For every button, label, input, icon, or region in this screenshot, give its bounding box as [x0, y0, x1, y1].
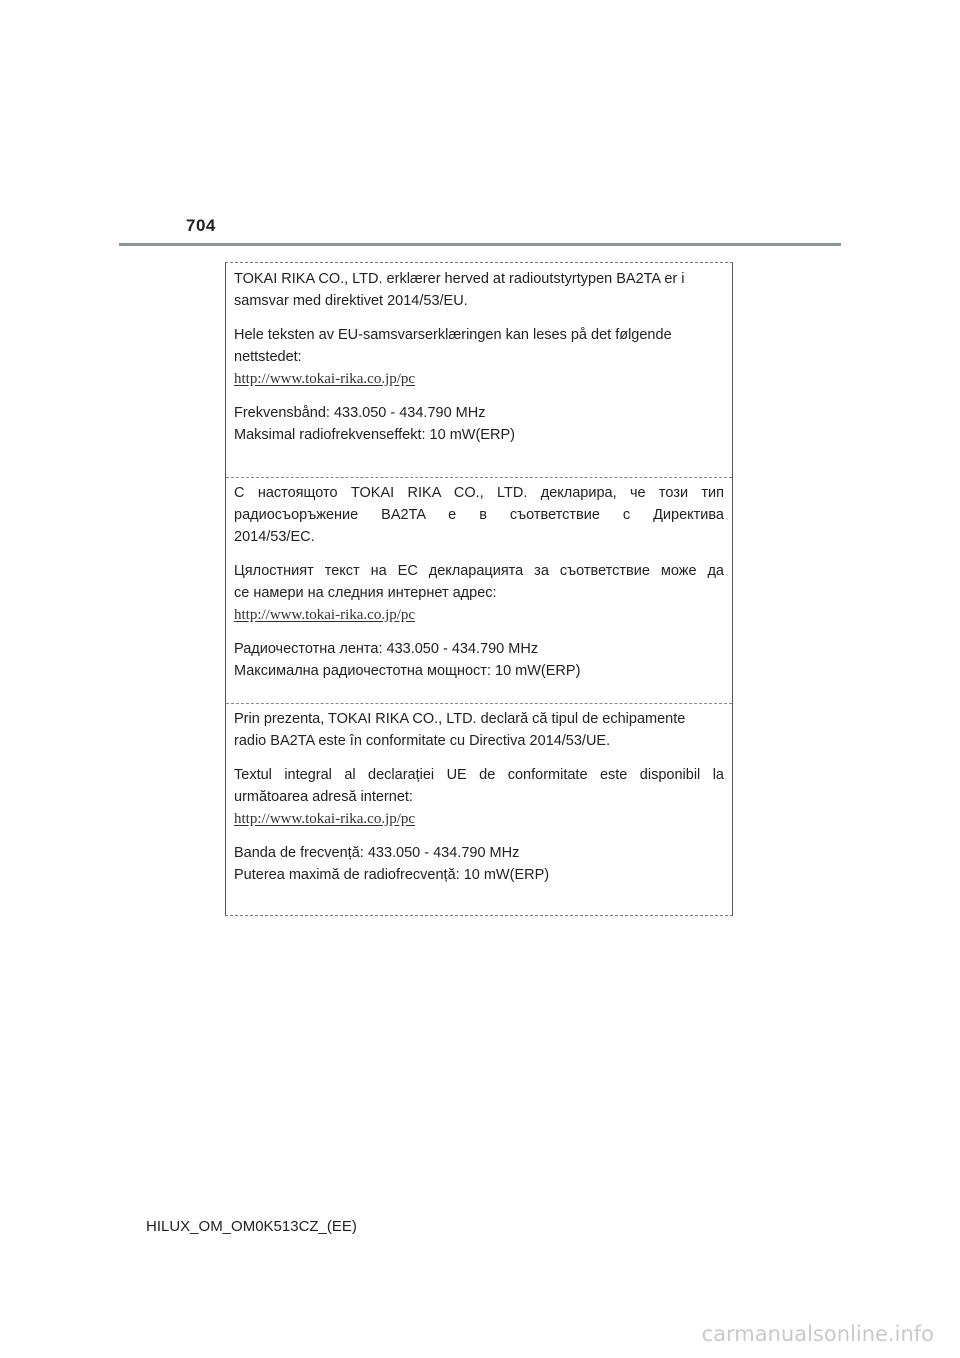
declaration-text-line: Frekvensbånd: 433.050 - 434.790 MHz [234, 405, 486, 421]
declaration-section-norwegian [226, 268, 732, 446]
watermark: carmanualsonline.info [701, 1322, 934, 1346]
declaration-text-line: 2014/53/ЕС. [234, 529, 315, 545]
declaration-text-line: Цялостният текст на ЕС декларацията за съответствие може да [234, 563, 724, 579]
declaration-text-line: samsvar med direktivet 2014/53/EU. [234, 293, 468, 309]
declaration-text-line: Textul integral al declarației UE de conformitate este disponibil la [234, 767, 724, 783]
declaration-text-line: С настоящото TOKAI RIKA CO., LTD. декларира, че този тип [234, 485, 724, 501]
declaration-url-link[interactable]: http://www.tokai-rika.co.jp/pc [234, 811, 416, 827]
declaration-text-line: Максимална радиочестотна мощност: 10 mW(ERP) [234, 663, 581, 679]
declaration-text-line: радиосъоръжение BA2TA е в съответствие с Директива [234, 507, 724, 523]
declaration-text-line: се намери на следния интернет адрес: [234, 585, 497, 601]
declaration-text-line: Радиочестотна лента: 433.050 - 434.790 MHz [234, 641, 539, 657]
declaration-text-line: nettstedet: [234, 349, 302, 365]
declaration-section-bulgarian [226, 477, 732, 682]
footer-document-code: HILUX_OM_OM0K513CZ_(EE) [146, 1218, 357, 1235]
declaration-text-line: următoarea adresă internet: [234, 789, 413, 805]
declaration-section-romanian [226, 703, 732, 886]
header-rule [119, 243, 841, 246]
page-number: 704 [186, 216, 216, 235]
declaration-text-line: radio BA2TA este în conformitate cu Directiva 2014/53/UE. [234, 733, 611, 749]
declaration-url-link[interactable]: http://www.tokai-rika.co.jp/pc [234, 607, 416, 623]
declaration-text-line: Maksimal radiofrekvenseffekt: 10 mW(ERP) [234, 427, 515, 443]
declaration-box [225, 262, 733, 916]
declaration-text-line: Banda de frecvență: 433.050 - 434.790 MHz [234, 845, 520, 861]
declaration-text-line: Prin prezenta, TOKAI RIKA CO., LTD. declară că tipul de echipamente [234, 711, 686, 727]
declaration-text-line: TOKAI RIKA CO., LTD. erklærer herved at radioutstyrtypen BA2TA er i [234, 271, 685, 287]
declaration-url-link[interactable]: http://www.tokai-rika.co.jp/pc [234, 371, 416, 387]
declaration-text-line: Puterea maximă de radiofrecvență: 10 mW(ERP) [234, 867, 550, 883]
declaration-text-line: Hele teksten av EU-samsvarserklæringen kan leses på det følgende [234, 327, 672, 343]
